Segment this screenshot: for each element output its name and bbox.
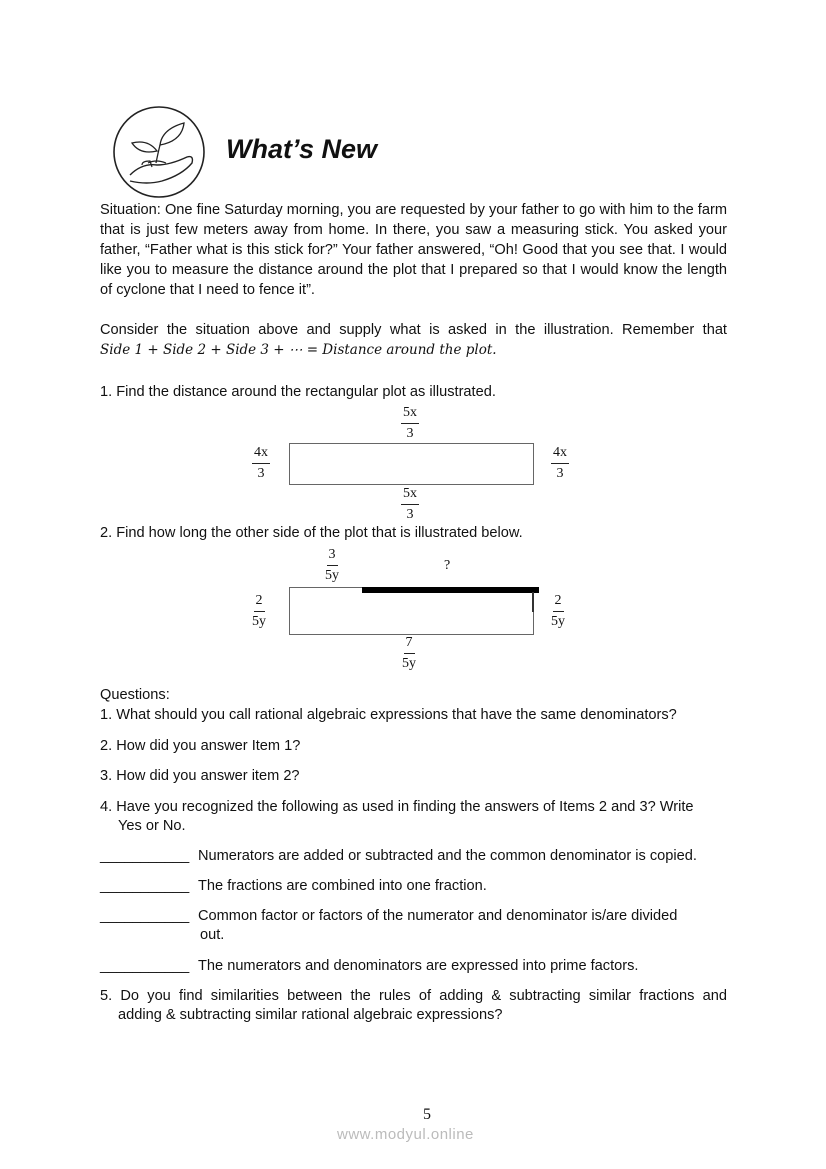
fraction-top [401,405,419,442]
numerator: 3 [328,547,336,562]
hand-holding-plant-icon [112,105,206,199]
watermark: www.modyul.online [337,1126,474,1143]
measuring-stick [362,587,539,593]
rectangular-plot-1 [289,443,534,485]
denominator: 3 [406,426,414,441]
answer-blank-1[interactable]: ___________ [100,848,190,864]
numerator: 7 [405,635,413,650]
numerator: 4x [254,445,268,460]
fraction-left [252,593,266,630]
question-4-cont: Yes or No. [118,818,186,834]
statement-1: Numerators are added or subtracted and the common denominator is copied. [198,848,697,864]
fraction-left [252,445,270,482]
denominator: 5y [551,614,565,629]
item-2-label: 2. Find how long the other side of the plot that is illustrated below. [100,525,523,541]
rectangular-plot-2 [289,587,534,635]
numerator: 2 [255,593,263,608]
statement-2: The fractions are combined into one fraction. [198,878,487,894]
questions-heading: Questions: [100,687,170,703]
fraction-top-left [325,547,339,584]
instruction-text: Consider the situation above and supply what is asked in the illustration. Remember that [100,322,727,338]
denominator: 5y [402,656,416,671]
item-1-label: 1. Find the distance around the rectangular plot as illustrated. [100,384,496,400]
question-3: 3. How did you answer item 2? [100,768,300,784]
denominator: 5y [252,614,266,629]
unknown-side-label: ? [444,558,451,573]
fraction-right [551,593,565,630]
statement-3: Common factor or factors of the numerator and denominator is/are divided [198,908,678,924]
question-5: 5. Do you find similarities between the rules of adding & subtracting similar fractions and [100,988,727,1004]
page-number: 5 [423,1106,431,1123]
denominator: 5y [325,568,339,583]
question-1: 1. What should you call rational algebraic expressions that have the same denominators? [100,707,677,723]
fraction-bottom [401,486,419,523]
denominator: 3 [257,466,265,481]
numerator: 5x [403,405,417,420]
numerator: 5x [403,486,417,501]
numerator: 2 [554,593,562,608]
denominator: 3 [406,507,414,522]
question-4: 4. Have you recognized the following as used in finding the answers of Items 2 and 3? Write [100,799,694,815]
answer-blank-2[interactable]: ___________ [100,878,190,894]
question-5-cont: adding & subtracting similar rational algebraic expressions? [118,1007,503,1023]
statement-3-cont: out. [200,927,225,943]
question-2: 2. How did you answer Item 1? [100,738,301,754]
numerator: 4x [553,445,567,460]
situation-paragraph: Situation: One fine Saturday morning, you are requested by your father to go with him to the farm that is just few meters away from home. In there, you saw a measuring stick. You asked your father, “Father what is this stick for?” Your father answered, “Oh! Good that you see that. I would like you to measure the distance around the plot that I prepared so that I would know the length of cyclone that I need to fence it”. [100,202,727,298]
perimeter-formula: Side 1 + Side 2 + Side 3 + ⋯ = Distance around the plot. [100,342,497,358]
answer-blank-3[interactable]: ___________ [100,908,190,924]
section-title: What’s New [226,134,378,164]
answer-blank-4[interactable]: ___________ [100,958,190,974]
statement-4: The numerators and denominators are expressed into prime factors. [198,958,639,974]
denominator: 3 [556,466,564,481]
fraction-bottom [402,635,416,672]
stick-tick [532,592,534,612]
fraction-right [551,445,569,482]
